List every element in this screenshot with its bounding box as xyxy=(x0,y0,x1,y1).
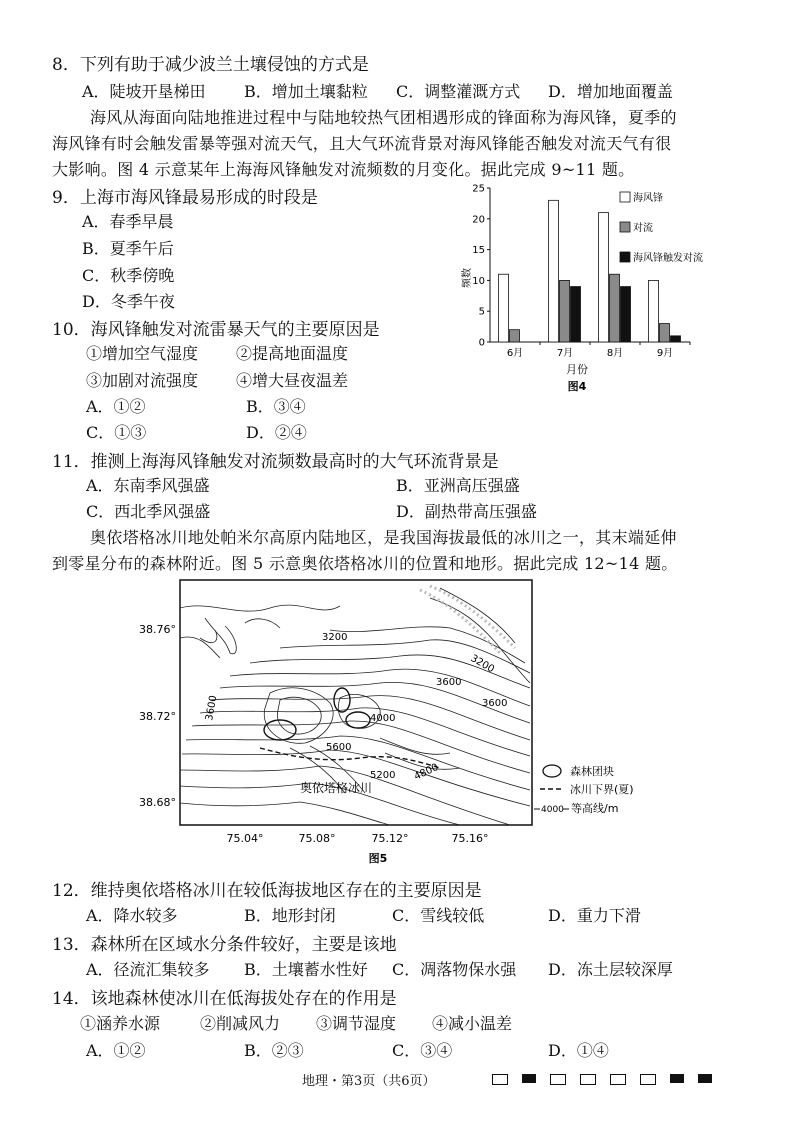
chart-x-tick-label: 9月 xyxy=(656,348,674,359)
figure4-bar-chart xyxy=(455,178,725,398)
legend-label: 海风锋 xyxy=(633,193,663,204)
q12-option-b: B．地形封闭 xyxy=(244,906,336,925)
q14-option-d: D．①④ xyxy=(548,1041,609,1060)
chart-y-tick-label: 5 xyxy=(478,306,485,318)
legend-label: 对流 xyxy=(633,223,653,234)
q11-option-b: B．亚洲高压强盛 xyxy=(396,476,520,495)
contour-label: 3600 xyxy=(204,694,220,722)
passage1-line2: 海风锋有时会触发雷暴等强对流天气，且大气环流背景对海风锋能否触发对流天气有很 xyxy=(52,134,672,153)
chart-legend xyxy=(620,191,703,264)
legend-swatch xyxy=(620,252,630,262)
passage2-line1: 奥依塔格冰川地处帕米尔高原内陆地区，是我国海拔最低的冰川之一，其末端延伸 xyxy=(90,528,677,547)
chart-x-tick-label: 7月 xyxy=(556,348,574,359)
footer-mark xyxy=(640,1074,656,1085)
passage1-line3: 大影响。图 4 示意某年上海海风锋触发对流频数的月变化。据此完成 9~11 题。 xyxy=(52,160,635,179)
q14-option-b: B．②③ xyxy=(244,1041,304,1060)
q11-stem: 11．推测上海海风锋触发对流频数最高时的大气环流背景是 xyxy=(52,452,499,472)
map-caption: 图5 xyxy=(368,852,388,865)
chart-y-tick-label: 0 xyxy=(478,337,485,349)
q14-item-4: ④减小温差 xyxy=(432,1014,513,1033)
chart-bar xyxy=(671,336,681,342)
contour-label: 3600 xyxy=(436,677,462,688)
q13-option-a: A．径流汇集较多 xyxy=(86,960,210,979)
q10-option-d: D．②④ xyxy=(246,423,307,442)
chart-bar xyxy=(621,287,631,342)
contour-label: 5200 xyxy=(370,770,396,781)
chart-bar xyxy=(549,200,559,342)
q8-option-a: A．陡坡开垦梯田 xyxy=(82,82,206,101)
chart-bar xyxy=(660,324,670,342)
q12-stem: 12．维持奥依塔格冰川在较低海拔地区存在的主要原因是 xyxy=(52,881,482,901)
footer-mark xyxy=(522,1074,536,1083)
footer-mark xyxy=(698,1074,712,1083)
chart-bars xyxy=(499,200,681,342)
q14-option-c: C．③④ xyxy=(392,1041,453,1060)
q11-option-c: C．西北季风强盛 xyxy=(86,502,211,521)
chart-bar xyxy=(649,280,659,342)
q9-option-c: C．秋季傍晚 xyxy=(82,266,175,285)
q10-item-1: ①增加空气湿度 xyxy=(86,344,199,363)
footer-mark xyxy=(580,1074,596,1085)
q12-option-c: C．雪线较低 xyxy=(392,906,485,925)
legend-forest-icon xyxy=(543,765,561,777)
contour-label: 3600 xyxy=(482,698,508,709)
contour-label: 4800 xyxy=(412,761,441,783)
q13-option-b: B．土壤蓄水性好 xyxy=(244,960,368,979)
chart-y-tick-label: 20 xyxy=(472,214,485,226)
passage1-line1: 海风从海面向陆地推进过程中与陆地较热气团相遇形成的锋面称为海风锋，夏季的 xyxy=(90,108,677,127)
contour-label: 3200 xyxy=(322,632,348,643)
legend-glacier-boundary: 冰川下界(夏) xyxy=(570,783,634,796)
chart-bar xyxy=(560,280,570,342)
q11-option-a: A．东南季风强盛 xyxy=(86,476,210,495)
chart-ylabel: 频数 xyxy=(462,268,473,288)
q10-option-c: C．①③ xyxy=(86,423,147,442)
q10-stem: 10．海风锋触发对流雷暴天气的主要原因是 xyxy=(52,320,380,340)
chart-bar xyxy=(510,330,520,342)
chart-bar xyxy=(599,213,609,342)
q14-item-3: ③调节湿度 xyxy=(316,1014,397,1033)
q9-option-a: A．春季早晨 xyxy=(82,212,174,231)
lat-label: 38.76° xyxy=(139,623,176,636)
lon-label: 75.12° xyxy=(371,832,409,845)
chart-bar xyxy=(610,274,620,342)
lat-label: 38.72° xyxy=(139,710,176,723)
footer-marks xyxy=(492,1074,712,1085)
q13-option-c: C．凋落物保水强 xyxy=(392,960,517,979)
q12-option-d: D．重力下滑 xyxy=(548,906,641,925)
q14-item-1: ①涵养水源 xyxy=(80,1014,161,1033)
chart-xlabel: 月份 xyxy=(566,363,588,376)
q10-item-3: ③加剧对流强度 xyxy=(86,371,199,390)
chart-x-tick-label: 8月 xyxy=(606,348,624,359)
q14-option-a: A．①② xyxy=(86,1041,146,1060)
q9-option-b: B．夏季午后 xyxy=(82,239,174,258)
footer-mark xyxy=(670,1074,684,1083)
contour-label: 5600 xyxy=(326,742,352,753)
footer-mark xyxy=(550,1074,566,1085)
legend-contour: 等高线/m xyxy=(571,802,619,815)
q10-option-b: B．③④ xyxy=(246,397,306,416)
legend-label: 海风锋触发对流 xyxy=(633,253,703,264)
page-footer: 地理・第3页（共6页） xyxy=(302,1074,436,1089)
legend-forest: 森林团块 xyxy=(570,765,614,778)
lat-label: 38.68° xyxy=(139,796,176,809)
q13-option-d: D．冻土层较深厚 xyxy=(548,960,673,979)
q8-option-d: D．增加地面覆盖 xyxy=(548,82,673,101)
q11-option-d: D．副热带高压强盛 xyxy=(396,502,537,521)
chart-y-tick-label: 25 xyxy=(472,183,485,195)
chart-x-tick-label: 6月 xyxy=(506,348,524,359)
footer-mark xyxy=(492,1074,508,1085)
q8-option-b: B．增加土壤黏粒 xyxy=(244,82,368,101)
q10-option-a: A．①② xyxy=(86,397,146,416)
q13-stem: 13．森林所在区域水分条件较好，主要是该地 xyxy=(52,935,397,955)
q8-stem: 8．下列有助于减少波兰土壤侵蚀的方式是 xyxy=(52,55,369,75)
legend-contour-value: 4000 xyxy=(541,805,564,815)
legend-swatch xyxy=(620,192,630,202)
q12-option-a: A．降水较多 xyxy=(86,906,178,925)
footer-mark xyxy=(610,1074,626,1085)
lon-label: 75.04° xyxy=(226,832,264,845)
q14-item-2: ②削减风力 xyxy=(200,1014,281,1033)
q10-item-2: ②提高地面温度 xyxy=(236,344,349,363)
lon-label: 75.16° xyxy=(451,832,489,845)
chart-title: 图4 xyxy=(567,380,587,393)
q10-item-4: ④增大昼夜温差 xyxy=(236,371,349,390)
q9-stem: 9．上海市海风锋最易形成的时段是 xyxy=(52,188,318,208)
q8-option-c: C．调整灌溉方式 xyxy=(396,82,521,101)
q9-option-d: D．冬季午夜 xyxy=(82,292,175,311)
passage2-line2: 到零星分布的森林附近。图 5 示意奥依塔格冰川的位置和地形。据此完成 12~14 题。 xyxy=(52,554,678,573)
map-legend xyxy=(534,764,634,815)
chart-y-tick-label: 15 xyxy=(472,245,485,257)
figure5-topographic-map xyxy=(130,578,670,866)
chart-bar xyxy=(499,274,509,342)
glacier-label: 奥依塔格冰川 xyxy=(300,781,373,795)
contour-label: 3200 xyxy=(468,653,497,676)
q14-stem: 14．该地森林使冰川在低海拔处存在的作用是 xyxy=(52,989,397,1009)
legend-swatch xyxy=(620,222,630,232)
chart-y-tick-label: 10 xyxy=(472,275,485,287)
lon-label: 75.08° xyxy=(298,832,336,845)
chart-bar xyxy=(571,287,581,342)
contour-label: 4000 xyxy=(370,713,396,724)
